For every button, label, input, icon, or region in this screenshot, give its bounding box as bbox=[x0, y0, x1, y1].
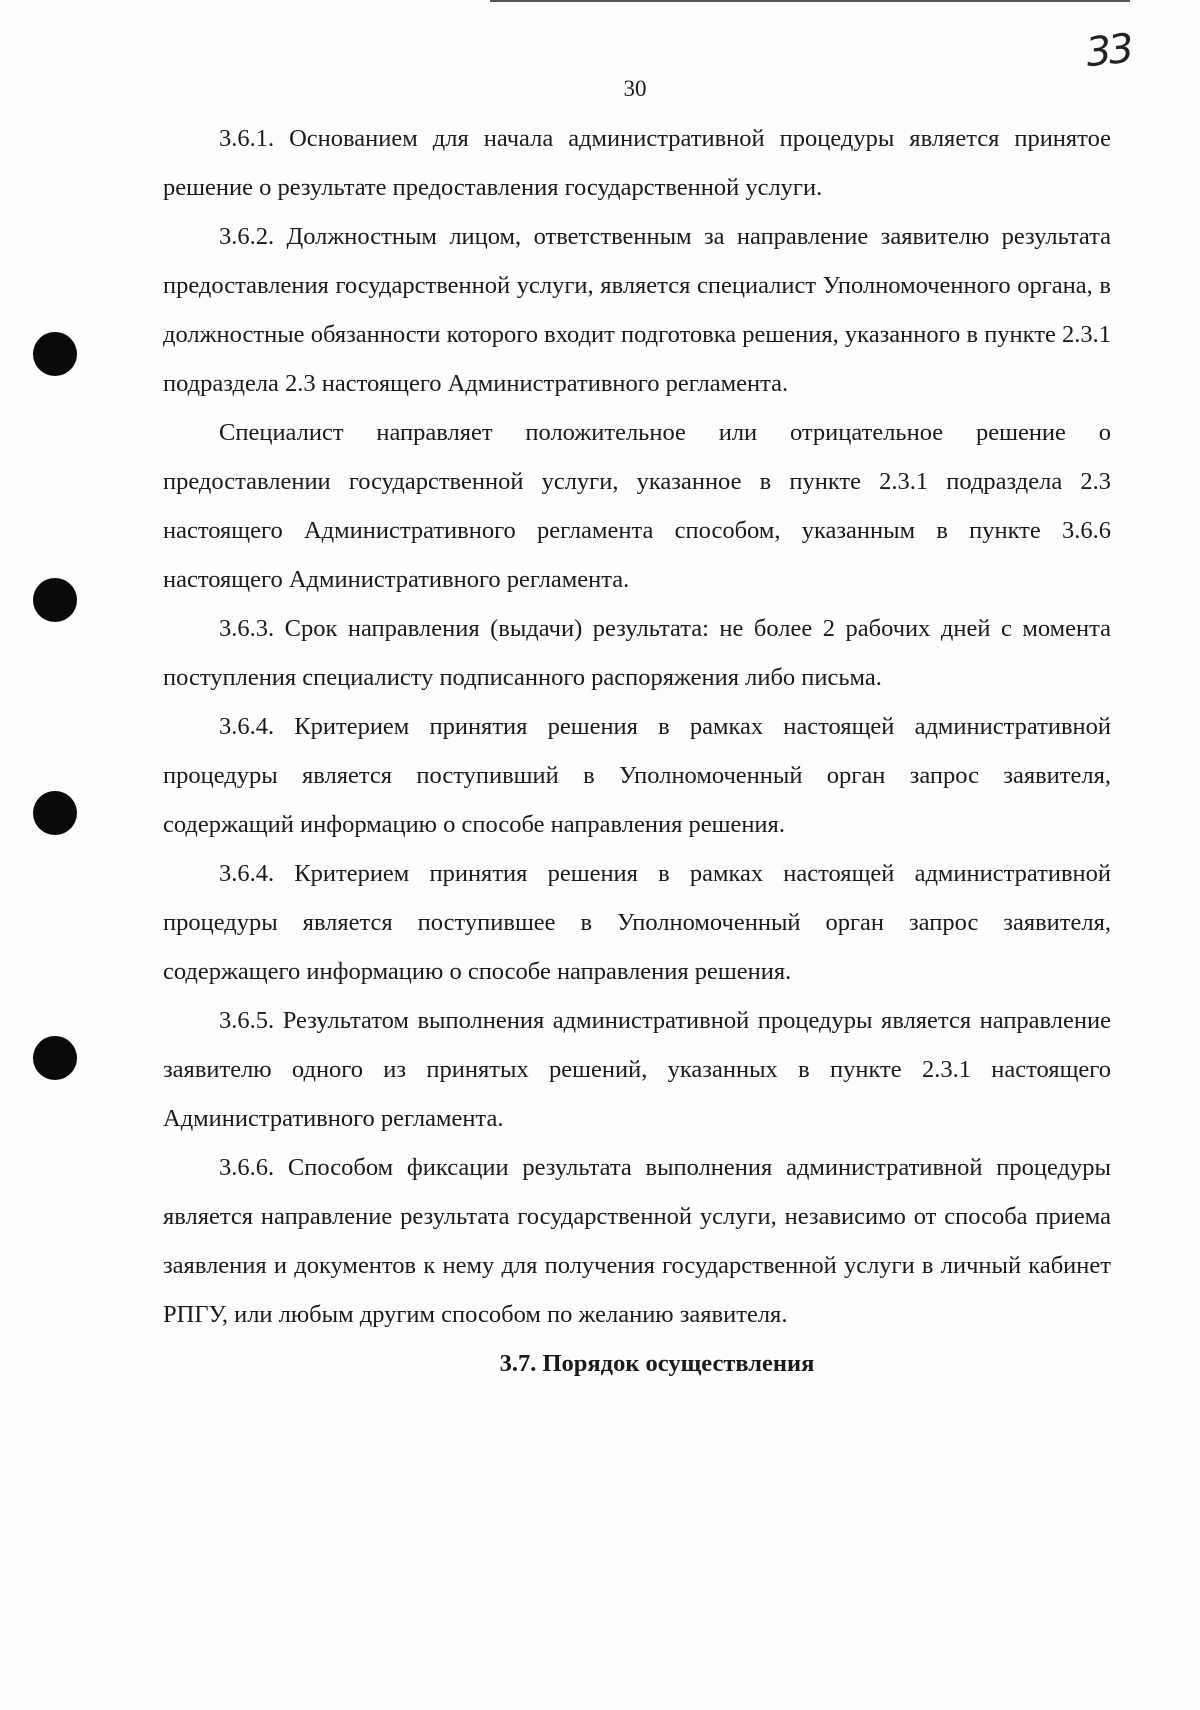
paragraph-3-6-3: 3.6.3. Срок направления (выдачи) результата: не более 2 рабочих дней с момента поступления специалисту подписанного распоряжения либо письма. bbox=[163, 615, 1111, 691]
page-number: 30 bbox=[623, 76, 647, 101]
paragraph-3-6-6: 3.6.6. Способом фиксации результата выполнения административной процедуры является направление результата государственной услуги, независимо от способа приема заявления и документов к нему для получения государственной услуги в личный кабинет РПГУ, или любым другим способом по желанию заявителя. bbox=[163, 1154, 1111, 1328]
paragraph-specialist: Специалист направляет положительное или отрицательное решение о предоставлении государственной услуги, указанное в пункте 2.3.1 подраздела 2.3 настоящего Административного регламента способом, указанным в пункте 3.6.6 настоящего Административного регламента. bbox=[163, 419, 1111, 593]
section-heading: 3.7. Порядок осуществления bbox=[499, 1350, 815, 1377]
binder-hole-mark bbox=[33, 578, 77, 622]
paragraph-3-6-5: 3.6.5. Результатом выполнения административной процедуры является направление заявителю одного из принятых решений, указанных в пункте 2.3.1 настоящего Административного регламента. bbox=[163, 1007, 1111, 1132]
document-body bbox=[163, 114, 1111, 1388]
paragraph-3-6-4-second: 3.6.4. Критерием принятия решения в рамках настоящей административной процедуры является поступившее в Уполномоченный орган запрос заявителя, содержащего информацию о способе направления решения. bbox=[163, 860, 1111, 985]
binder-hole-mark bbox=[33, 1036, 77, 1080]
top-edge-line bbox=[490, 0, 1130, 2]
binder-hole-mark bbox=[33, 332, 77, 376]
binder-hole-mark bbox=[33, 791, 77, 835]
handwritten-page-number: 33 bbox=[1083, 25, 1134, 77]
paragraph-3-6-2: 3.6.2. Должностным лицом, ответственным за направление заявителю результата предоставления государственной услуги, является специалист Уполномоченного органа, в должностные обязанности которого входит подготовка решения, указанного в пункте 2.3.1 подраздела 2.3 настоящего Административного регламента. bbox=[163, 223, 1111, 397]
paragraph-3-6-4-first: 3.6.4. Критерием принятия решения в рамках настоящей административной процедуры является поступивший в Уполномоченный орган запрос заявителя, содержащий информацию о способе направления решения. bbox=[163, 713, 1111, 838]
paragraph-3-6-1: 3.6.1. Основанием для начала административной процедуры является принятое решение о результате предоставления государственной услуги. bbox=[163, 125, 1111, 201]
